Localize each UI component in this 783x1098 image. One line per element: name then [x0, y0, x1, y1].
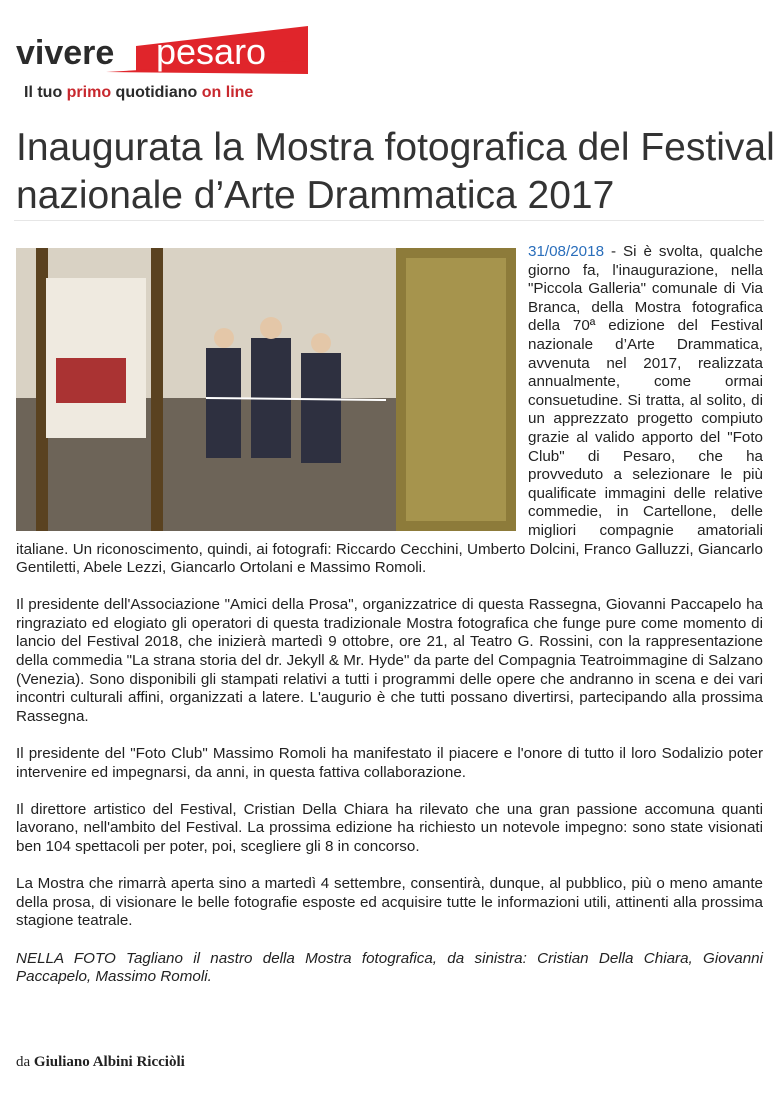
author-name: Giuliano Albini Ricciòli: [33, 1054, 185, 1070]
paragraph: Il direttore artistico del Festival, Cristian Della Chiara ha rilevato che una gran passione accomuna quanti lavorano, nell'ambito del Festival. La prossima edizione ha richiesto un notevole impegno: sono state visionati ben 104 spettacoli per poter, poi, scegliere gli 8 in concorso.: [16, 800, 763, 855]
article-date: 31/08/2018: [528, 243, 605, 260]
article-photo: [16, 248, 516, 531]
article-body: [16, 243, 763, 1005]
article-title: Inaugurata la Mostra fotografica del Festival nazionale d’Arte Drammatica 2017: [16, 126, 775, 217]
paragraph: Il presidente dell'Associazione "Amici della Prosa", organizzatrice di questa Rassegna, Giovanni Paccapelo ha ringraziato ed elogiato gli operatori di questa tradizionale Mostra fotografica che funge pure come momento di lancio del Festival 2018, che inizierà martedì 9 ottobre, ore 21, al Teatro G. Rossini, con la rappresentazione della commedia "La strana storia del dr. Jekyll & Mr. Hyde" da parte del Compagnia Teatroimmagine di Salzano (Venezia). Sono disponibili gli stampati relativi a tutti i programmi delle opere che andranno in scena e dei vari incontri culturali affini, organizzati a latere. L'augurio è che tutti possano divertirsi, partecipando alla prossima Rassegna.: [16, 596, 763, 725]
photo-caption: NELLA FOTO Tagliano il nastro della Mostra fotografica, da sinistra: Cristian Della Chiara, Giovanni Paccapelo, Massimo Romoli.: [16, 949, 763, 986]
paragraph: La Mostra che rimarrà aperta sino a martedì 4 settembre, consentirà, dunque, al pubblico, più o meno amante della prosa, di visionare le belle fotografie esposte ed acquisire tutte le informazioni utili, attinenti alla prossima stagione teatrale.: [16, 875, 763, 930]
divider: [14, 220, 764, 221]
lead-paragraph: 31/08/2018 - Si è svolta, qualche giorno fa, l'inaugurazione, nella "Piccola Galleria" comunale di Via Branca, della Mostra fotografica della 70ª edizione del Festival nazionale d’Arte Drammatica, avvenuta nel 2017, realizzata annualmente, come ormai consuetudine. Si tratta, al solito, di un apprezzato progetto compiuto grazie al valido apporto del "Foto Club" di Pesaro, che ha provveduto a selezionare le più qualificate immagini delle relative commedie, in Cartellone, delle migliori compagnie amatoriali italiane. Un riconoscimento, quindi, ai fotografi: Riccardo Cecchini, Umberto Dolcini, Franco Galluzzi, Giancarlo Gentiletti, Abele Lezzi, Giancarlo Ortolani e Massimo Romoli.: [16, 243, 763, 577]
byline: da Giuliano Albini Ricciòli: [16, 1054, 185, 1070]
svg-text:Il tuo primo quotidiano on lin: Il tuo primo quotidiano on line: [24, 84, 254, 101]
paragraph: Il presidente del "Foto Club" Massimo Romoli ha manifestato il piacere e l'onore di tutto il loro Sodalizio poter intervenire ed impegnarsi, da anni, in questa fattiva collaborazione.: [16, 745, 763, 781]
svg-text:pesaro: pesaro: [156, 31, 267, 72]
vivere-pesaro-logo[interactable]: [16, 24, 308, 104]
svg-text:vivere: vivere: [16, 34, 115, 72]
